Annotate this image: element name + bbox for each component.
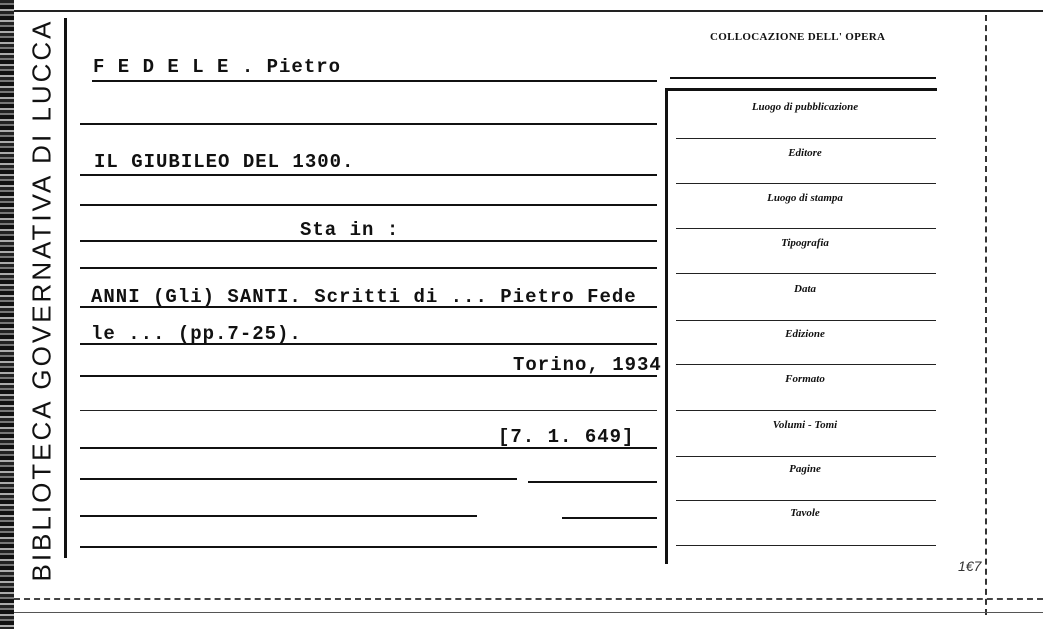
rule-line	[80, 515, 477, 517]
collocation-box-top	[665, 88, 937, 91]
rule-line	[92, 80, 657, 82]
collocation-header: COLLOCAZIONE DELL' OPERA	[710, 31, 886, 43]
handwritten-note: 1€7	[958, 558, 982, 574]
field-rule	[676, 183, 936, 184]
shelfmark: [7. 1. 649]	[498, 426, 635, 448]
margin-rule	[64, 18, 67, 558]
card-left-edge	[0, 0, 14, 629]
field-rule	[676, 545, 936, 546]
field-date: Data	[794, 283, 816, 295]
field-format: Formato	[785, 373, 825, 385]
work-title: IL GIUBILEO DEL 1300.	[94, 151, 355, 173]
rule-line	[80, 123, 657, 125]
field-publisher: Editore	[788, 147, 822, 159]
author-name: F E D E L E . Pietro	[93, 56, 342, 78]
field-edition: Edizione	[785, 328, 825, 340]
field-rule	[676, 456, 936, 457]
rule-line	[562, 517, 657, 519]
rule-line	[80, 546, 657, 548]
card-bottom-edge-2	[14, 612, 1043, 613]
field-place-of-printing: Luogo di stampa	[767, 192, 843, 204]
field-rule	[676, 273, 936, 274]
card-top-edge	[14, 0, 1043, 12]
field-pages: Pagine	[789, 463, 821, 475]
field-volumes: Volumi - Tomi	[772, 419, 838, 431]
rule-line	[80, 174, 657, 176]
card-right-edge	[985, 15, 989, 615]
rule-line	[80, 204, 657, 206]
field-rule	[676, 228, 936, 229]
contained-in-label: Sta in :	[300, 219, 400, 241]
rule-line	[80, 267, 657, 269]
rule-line	[80, 478, 517, 480]
source-line-2: le ... (pp.7-25).	[91, 323, 302, 345]
field-rule	[676, 500, 936, 501]
rule-line	[528, 481, 657, 483]
rule-line	[80, 410, 657, 411]
field-place-of-publication: Luogo di pubblicazione	[751, 101, 859, 113]
field-rule	[676, 138, 936, 139]
field-rule	[676, 320, 936, 321]
collocation-rule	[670, 77, 936, 79]
library-name: BIBLIOTECA GOVERNATIVA DI LUCCA	[26, 18, 57, 582]
place-year: Torino, 1934	[513, 354, 662, 376]
field-plates: Tavole	[790, 507, 820, 519]
field-printer: Tipografia	[781, 237, 829, 249]
field-rule	[676, 364, 936, 365]
collocation-box-rule	[665, 88, 668, 564]
source-line-1: ANNI (Gli) SANTI. Scritti di ... Pietro Fede	[91, 286, 637, 308]
card-bottom-edge	[14, 598, 1043, 600]
field-rule	[676, 410, 936, 411]
